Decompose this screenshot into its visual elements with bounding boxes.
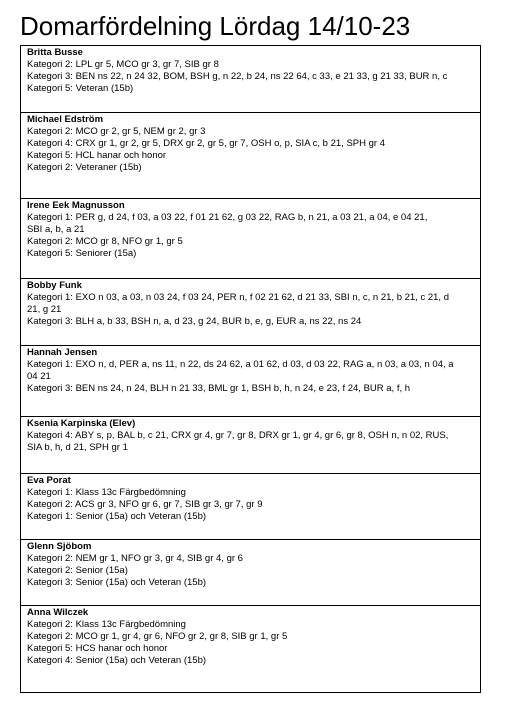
assignment-line: Kategori 1: Senior (15a) och Veteran (15b) <box>27 511 207 523</box>
assignment-line: Kategori 2: MCO gr 8, NFO gr 1, gr 5 <box>27 236 183 248</box>
assignment-line: Kategori 3: Senior (15a) och Veteran (15b) <box>27 577 207 589</box>
judge-name: Hannah Jensen <box>27 347 98 358</box>
assignment-line: Kategori 2: MCO gr 1, gr 4, gr 6, NFO gr 2, gr 8, SIB gr 1, gr 5 <box>27 631 288 643</box>
assignment-line: Kategori 2: LPL gr 5, MCO gr 3, gr 7, SIB gr 8 <box>27 59 219 71</box>
assignment-line: Kategori 5: Veteran (15b) <box>27 83 134 95</box>
judge-name: Ksenia Karpinska (Elev) <box>27 418 136 429</box>
assignment-line: Kategori 2: Veteraner (15b) <box>27 162 142 174</box>
assignment-line: Kategori 3: BEN ns 24, n 24, BLH n 21 33, BML gr 1, BSH b, h, n 24, e 23, f 24, BUR a, f, h <box>27 383 411 395</box>
judge-name: Michael Edström <box>27 114 104 125</box>
judge-block <box>21 416 480 473</box>
judge-block <box>21 539 480 605</box>
assignment-line: Kategori 2: MCO gr 2, gr 5, NEM gr 2, gr 3 <box>27 126 206 138</box>
assignment-line: Kategori 5: Seniorer (15a) <box>27 248 137 260</box>
assignment-line: SIA b, h, d 21, SPH gr 1 <box>27 442 128 454</box>
assignment-line: Kategori 4: Senior (15a) och Veteran (15b) <box>27 655 207 667</box>
judge-block <box>21 198 480 278</box>
assignment-line: Kategori 3: BEN ns 22, n 24 32, BOM, BSH g, n 22, b 24, ns 22 64, c 33, e 21 33, g 21 33, BUR n, c <box>27 71 448 83</box>
assignment-line: Kategori 1: Klass 13c Färgbedömning <box>27 487 186 499</box>
judge-block <box>21 345 480 416</box>
assignment-line: Kategori 3: BLH a, b 33, BSH n, a, d 23, g 24, BUR b, e, g, EUR a, ns 22, ns 24 <box>27 316 362 328</box>
judge-block <box>21 46 480 112</box>
assignment-line: Kategori 1: EXO n 03, a 03, n 03 24, f 03 24, PER n, f 02 21 62, d 21 33, SBI n, c, n 21, b 21, c 21, d <box>27 292 449 304</box>
assignment-line: Kategori 4: CRX gr 1, gr 2, gr 5, DRX gr 2, gr 5, gr 7, OSH o, p, SIA c, b 21, SPH gr 4 <box>27 138 385 150</box>
assignment-line: Kategori 1: EXO n, d, PER a, ns 11, n 22, ds 24 62, a 01 62, d 03, d 03 22, RAG a, n 03, a 03, n 04, a <box>27 359 454 371</box>
assignment-line: Kategori 4: ABY s, p, BAL b, c 21, CRX gr 4, gr 7, gr 8, DRX gr 1, gr 4, gr 6, gr 8, OSH n, n 02, RUS, <box>27 430 449 442</box>
judge-table <box>20 45 481 693</box>
judge-name: Anna Wilczek <box>27 607 89 618</box>
assignment-line: Kategori 2: NEM gr 1, NFO gr 3, gr 4, SIB gr 4, gr 6 <box>27 553 243 565</box>
judge-name: Bobby Funk <box>27 280 82 291</box>
assignment-line: 21, g 21 <box>27 304 62 316</box>
assignment-line: Kategori 2: Senior (15a) <box>27 565 128 577</box>
judge-block <box>21 605 480 692</box>
assignment-line: Kategori 2: ACS gr 3, NFO gr 6, gr 7, SIB gr 3, gr 7, gr 9 <box>27 499 263 511</box>
judge-block <box>21 112 480 198</box>
judge-name: Eva Porat <box>27 475 71 486</box>
judge-name: Glenn Sjöbom <box>27 541 92 552</box>
assignment-line: Kategori 5: HCS hanar och honor <box>27 643 168 655</box>
assignment-line: 04 21 <box>27 371 51 383</box>
page-title: Domarfördelning Lördag 14/10-23 <box>20 11 411 41</box>
assignment-line: Kategori 1: PER g, d 24, f 03, a 03 22, f 01 21 62, g 03 22, RAG b, n 21, a 03 21, a 04, e 04 21, <box>27 212 428 224</box>
judge-block <box>21 278 480 345</box>
judge-name: Britta Busse <box>27 47 83 58</box>
assignment-line: Kategori 2: Klass 13c Färgbedömning <box>27 619 186 631</box>
assignment-line: Kategori 5: HCL hanar och honor <box>27 150 167 162</box>
judge-block <box>21 473 480 539</box>
assignment-line: SBI a, b, a 21 <box>27 224 85 236</box>
judge-name: Irene Eek Magnusson <box>27 200 125 211</box>
